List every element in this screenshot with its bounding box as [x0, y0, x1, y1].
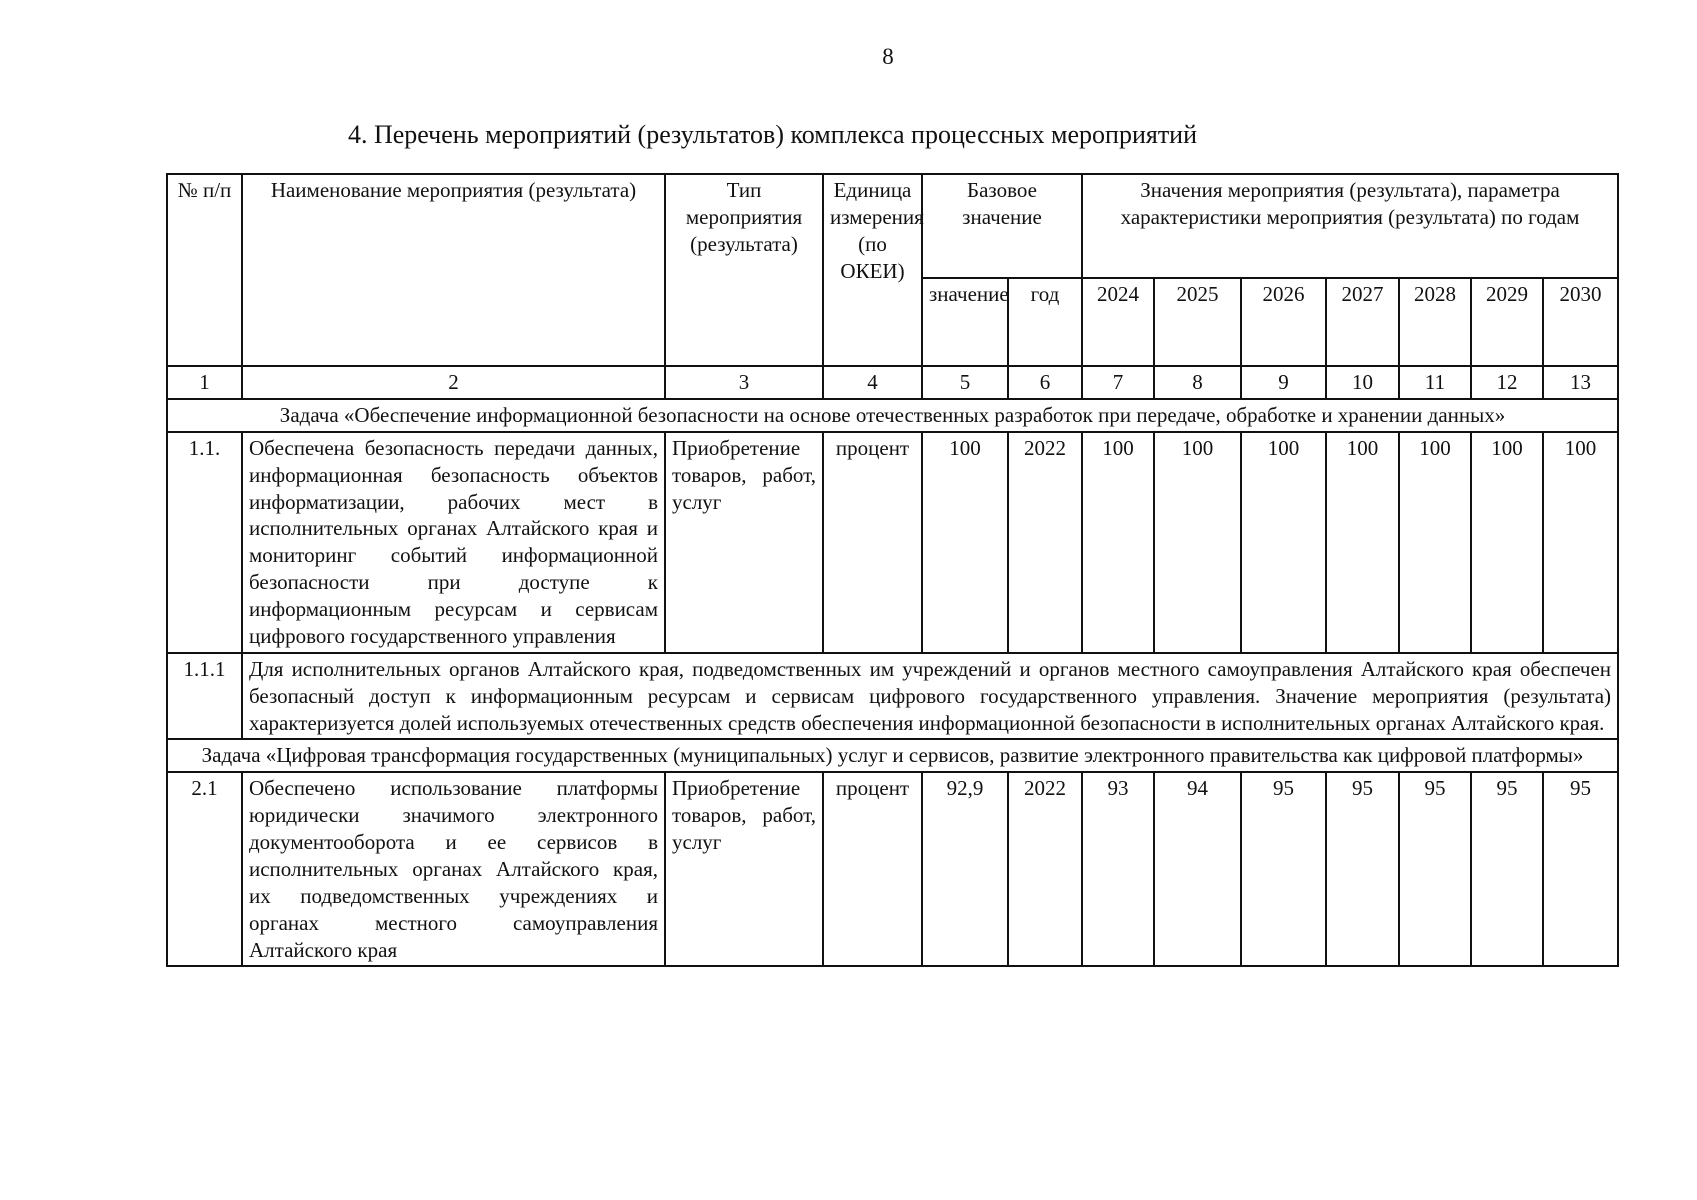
- row-unit: процент: [823, 772, 922, 966]
- column-number: 8: [1154, 366, 1241, 399]
- row-value: 100: [1082, 432, 1154, 653]
- header-year: 2025: [1154, 278, 1241, 366]
- row-num: 1.1.: [167, 432, 242, 653]
- column-number: 2: [242, 366, 665, 399]
- row-base-year: 2022: [1008, 432, 1082, 653]
- column-number: 5: [922, 366, 1008, 399]
- header-row-1: [167, 174, 1618, 278]
- table-row: [167, 432, 1618, 653]
- row-value: 95: [1471, 772, 1543, 966]
- document-title: 4. Перечень мероприятий (результатов) комплекса процессных мероприятий: [347, 120, 1198, 149]
- note-row: [167, 653, 1618, 740]
- header-base-year: год: [1008, 278, 1082, 366]
- row-type: Приобретение товаров, работ, услуг: [665, 432, 823, 653]
- column-number: 13: [1543, 366, 1618, 399]
- row-value: 93: [1082, 772, 1154, 966]
- task-heading: Задача «Обеспечение информационной безопасности на основе отечественных разработок при передаче, обработке и хранении данных»: [167, 399, 1618, 432]
- row-value: 95: [1399, 772, 1471, 966]
- header-year: 2026: [1241, 278, 1326, 366]
- header-unit: Единица измерения (по ОКЕИ): [823, 174, 922, 366]
- page-number: 8: [882, 44, 894, 69]
- column-number: 3: [665, 366, 823, 399]
- row-value: 95: [1241, 772, 1326, 966]
- row-type: Приобретение товаров, работ, услуг: [665, 772, 823, 966]
- row-value: 100: [1543, 432, 1618, 653]
- note-num: 1.1.1: [167, 653, 242, 740]
- column-number: 1: [167, 366, 242, 399]
- row-num: 2.1: [167, 772, 242, 966]
- task-row: [167, 739, 1618, 772]
- row-base-value: 92,9: [922, 772, 1008, 966]
- column-number: 7: [1082, 366, 1154, 399]
- row-unit: процент: [823, 432, 922, 653]
- task-heading: Задача «Цифровая трансформация государственных (муниципальных) услуг и сервисов, развитие электронного правительства как цифровой платформы»: [167, 739, 1618, 772]
- header-name: Наименование мероприятия (результата): [242, 174, 665, 366]
- header-year: 2029: [1471, 278, 1543, 366]
- row-value: 95: [1326, 772, 1399, 966]
- note-text: Для исполнительных органов Алтайского края, подведомственных им учреждений и органов местного самоуправления Алтайского края обеспечен безопасный доступ к информационным ресурсам и сервисам цифрового государственного управления. Значение мероприятия (результата) характеризуется долей используемых отечественных средств обеспечения информационной безопасности в исполнительных органах Алтайского края.: [242, 653, 1618, 740]
- row-value: 95: [1543, 772, 1618, 966]
- row-base-year: 2022: [1008, 772, 1082, 966]
- row-value: 100: [1241, 432, 1326, 653]
- measures-table: [166, 173, 1619, 967]
- row-value: 100: [1471, 432, 1543, 653]
- header-year: 2030: [1543, 278, 1618, 366]
- header-year: 2028: [1399, 278, 1471, 366]
- column-number: 6: [1008, 366, 1082, 399]
- header-type: Тип мероприятия (результата): [665, 174, 823, 366]
- task-row: [167, 399, 1618, 432]
- row-value: 94: [1154, 772, 1241, 966]
- column-number: 10: [1326, 366, 1399, 399]
- header-base: Базовое значение: [922, 174, 1082, 278]
- table-row: [167, 772, 1618, 966]
- column-number-row: [167, 366, 1618, 399]
- row-name: Обеспечена безопасность передачи данных, информационная безопасность объектов информатизации, рабочих мест в исполнительных органах Алтайского края и мониторинг событий информационной безопасности при доступе к информационным ресурсам и сервисам цифрового государственного управления: [242, 432, 665, 653]
- header-year: 2024: [1082, 278, 1154, 366]
- row-value: 100: [1326, 432, 1399, 653]
- column-number: 9: [1241, 366, 1326, 399]
- column-number: 11: [1399, 366, 1471, 399]
- row-name: Обеспечено использование платформы юридически значимого электронного документооборота и ее сервисов в исполнительных органах Алтайского края, их подведомственных учреждениях и органах местного самоуправления Алтайского края: [242, 772, 665, 966]
- row-value: 100: [1154, 432, 1241, 653]
- column-number: 12: [1471, 366, 1543, 399]
- header-num: № п/п: [167, 174, 242, 366]
- header-base-value: значение: [922, 278, 1008, 366]
- row-value: 100: [1399, 432, 1471, 653]
- header-values: Значения мероприятия (результата), параметра характеристики мероприятия (результата) по годам: [1082, 174, 1618, 278]
- column-number: 4: [823, 366, 922, 399]
- row-base-value: 100: [922, 432, 1008, 653]
- header-year: 2027: [1326, 278, 1399, 366]
